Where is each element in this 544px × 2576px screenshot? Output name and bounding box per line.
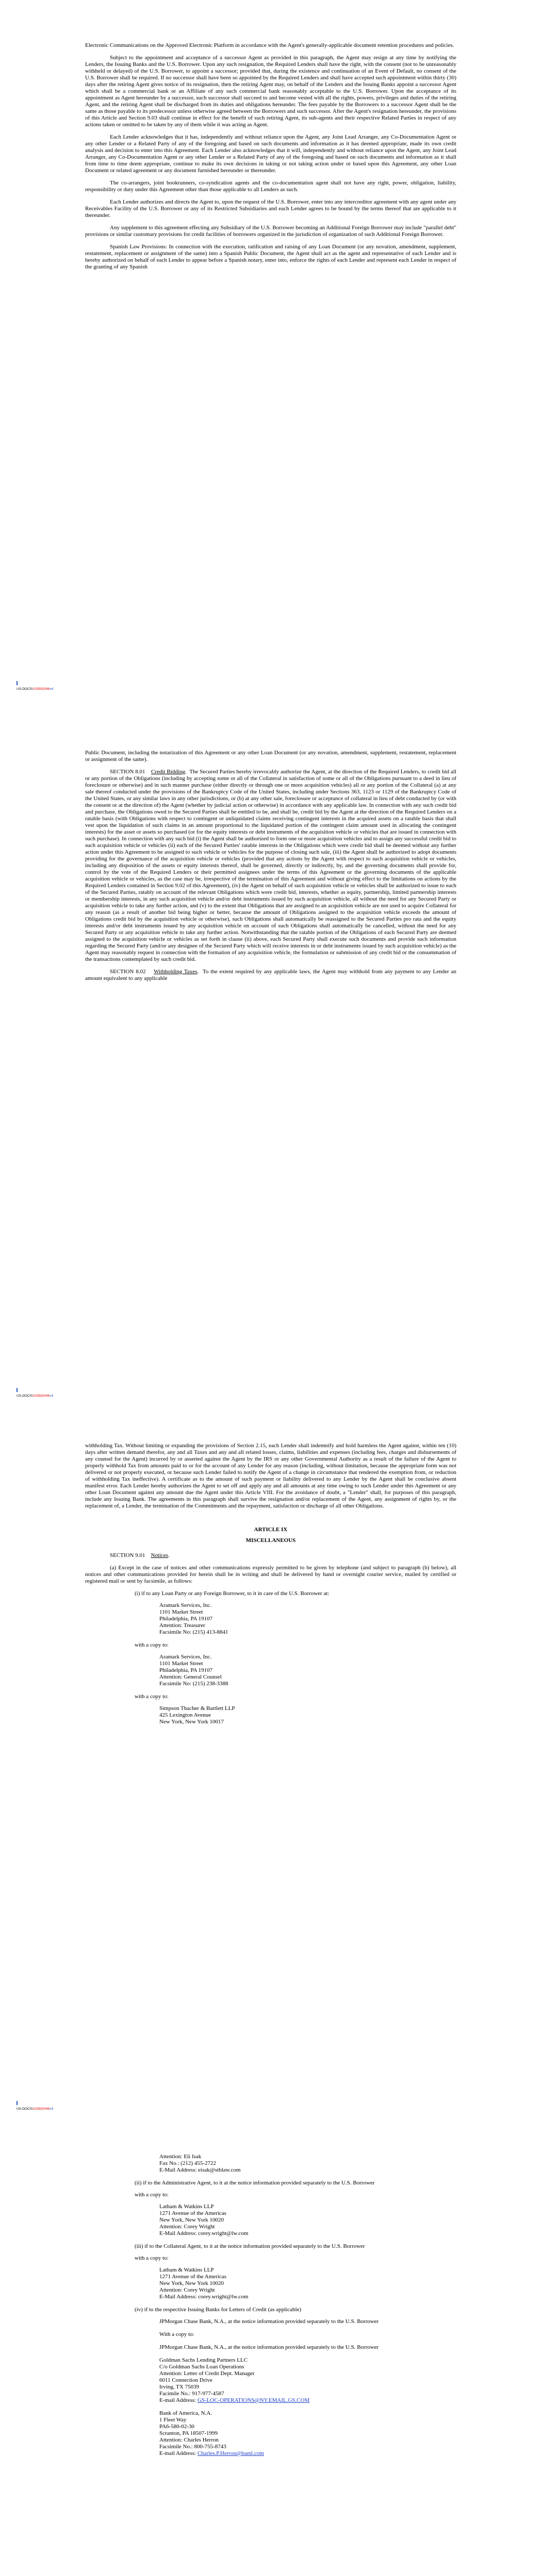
address-line: 1271 Avenue of the Americas bbox=[159, 2210, 226, 2216]
section-body: To the extent required by any applicable laws, the Agent may withhold from any payment to any Lender an amount equivalent to any applicable bbox=[85, 969, 457, 981]
page-2 bbox=[0, 750, 544, 988]
notice-clause-iii: (iii) if to the Collateral Agent, to it at the notice information provided separately to the U.S. Borrower bbox=[135, 2243, 365, 2249]
email-line bbox=[159, 2450, 456, 2457]
article-number: ARTICLE IX bbox=[254, 1527, 288, 1533]
footer-version: v4 bbox=[50, 1394, 54, 1398]
paragraph: Each Lender authorizes and directs the Agent to, upon the request of the U.S. Borrower, enter into any intercreditor agreement with any agent under any Receivables Facility of the U.S. Borrower or any of its Restricted Subsidiaries and each Lender agrees to be bound by the terms thereof that are applicable to it thereunder. bbox=[85, 199, 456, 218]
address-line: Facsimile No: (215) 238-3388 bbox=[159, 1681, 228, 1687]
footer-prefix: US-DOCS\ bbox=[17, 687, 33, 691]
section-number: SECTION 8.02 bbox=[110, 969, 146, 975]
address-line: Scranton, PA 18507-1999 bbox=[159, 2430, 218, 2436]
section-title: Credit Bidding bbox=[151, 769, 185, 775]
address-line: 6011 Connection Drive bbox=[159, 2377, 212, 2383]
page-3 bbox=[0, 1443, 544, 1732]
paragraph: Electronic Communications on the Approved Electronic Platform in accordance with the Agent's generally-applicable document retention procedures and policies. bbox=[85, 42, 454, 48]
footer-doc-number: 103592046 bbox=[32, 1394, 50, 1398]
address-line: Attention: Corey Wright bbox=[159, 2287, 215, 2293]
address-line: 1 Fleet Way bbox=[159, 2417, 187, 2423]
address-block-latham-1 bbox=[159, 2204, 456, 2237]
footer-doc-number: 103592046 bbox=[32, 687, 50, 691]
paragraph: withholding Tax. Without limiting or expanding the provisions of Section 2.15, each Lender shall indemnify and hold harmless the Agent against, within ten (10) days after written demand therefor, any and all Taxes and any and all related losses, claims, liabilities and expenses (including fees, charges and disbursements of any counsel for the Agent) incurred by or asserted against the Agent by the IRS or any other Governmental Authority as a result of the failure of the Agent to properly withhold Tax from amounts paid to or for the account of any Lender for any reason (including, without limitation, because the appropriate form was not delivered or not properly executed, or because such Lender failed to notify the Agent of a change in circumstance that rendered the exemption from, or reduction of withholding Tax ineffective). A certificate as to the amount of such payment or liability delivered to any Lender by the Agent shall be conclusive absent manifest error. Each Lender hereby authorizes the Agent to set off and apply any and all amounts at any time owing to such Lender under this Agreement or any other Loan Document against any amount due the Agent under this Article VIII. For the avoidance of doubt, a "Lender" shall, for purposes of this paragraph, include any Issuing Bank. The agreements in this paragraph shall survive the resignation and/or replacement of the Agent, any assignment of rights by, or the replacement of, a Lender, the termination of the Commitments and the repayment, satisfaction or discharge of all other Obligations. bbox=[85, 1443, 456, 1509]
address-line: 1101 Market Street bbox=[159, 1609, 203, 1615]
address-block-jpm-1: JPMorgan Chase Bank, N.A., at the notice information provided separately to the U.S. Borrower bbox=[159, 2318, 379, 2325]
section-title: Notices bbox=[151, 1552, 169, 1558]
paragraph: The co-arrangers, joint bookrunners, co-syndication agents and the co-documentation agent shall not have any right, power, obligation, liability, responsibility or duty under this Agreement other than those applicable to all Lenders as such. bbox=[85, 180, 456, 193]
notice-clause-iv: (iv) if to the respective Issuing Banks for Letters of Credit (as applicable) bbox=[135, 2307, 302, 2313]
address-line: PA6-580-02-30 bbox=[159, 2424, 195, 2430]
address-line: New York, New York 10020 bbox=[159, 2280, 224, 2286]
article-title: MISCELLANEOUS bbox=[245, 1537, 296, 1544]
section-title: Withholding Taxes bbox=[154, 969, 197, 975]
address-block-latham-2 bbox=[159, 2267, 456, 2300]
address-line: Simpson Thacher & Bartlett LLP bbox=[159, 1705, 235, 1711]
address-line: Facsimile No.: 800-755-8743 bbox=[159, 2444, 226, 2450]
paragraph: Spanish Law Provisions: In connection with the execution, ratification and raising of any Loan Document (or any novation, amendment, supplement, restatement, replacement or assignment of the same) into a Spanish Public Document, the Agent shall act as the agent and representative of each Lender and is hereby authorized on behalf of each Lender to appear before a Spanish notary, enter into, enforce the rights of each Lender and represent each Lender in respect of the granting of any Spanish bbox=[85, 244, 456, 270]
change-bar bbox=[17, 2101, 18, 2105]
address-block-simpson-contact bbox=[159, 2154, 456, 2174]
address-line: Attention: Corey Wright bbox=[159, 2224, 215, 2230]
page-footer bbox=[17, 1394, 53, 1398]
address-line: Fax No.: (212) 455-2722 bbox=[159, 2160, 216, 2166]
section-9-01-a: (a) Except in the case of notices and other communications expressly permitted to be given by telephone (and subject to paragraph (b) below), all notices and other communications provided for herein shall be in writing and shall be delivered by hand or overnight courier service, mailed by certified or registered mail or sent by facsimile, as follows: bbox=[85, 1565, 456, 1584]
address-line: New York, New York 10020 bbox=[159, 2217, 224, 2223]
address-line: Attention: General Counsel bbox=[159, 1674, 222, 1680]
with-copy-label: with a copy to: bbox=[135, 1642, 169, 1648]
section-number: SECTION 9.01 bbox=[110, 1552, 145, 1558]
page-4 bbox=[0, 2154, 544, 2463]
paragraph: Any supplement to this agreement effecting any Subsidiary of the U.S. Borrower becoming an Additional Foreign Borrower may include "parallel debt" provisions or similar customary provisions for credit facilities of borrowers organized in the jurisdiction of organization of such Additional Foreign Borrower. bbox=[85, 225, 456, 238]
section-number: SECTION 8.01 bbox=[110, 769, 145, 775]
address-block-aramark-counsel bbox=[159, 1654, 456, 1687]
address-line: Aramark Services, Inc. bbox=[159, 1654, 212, 1660]
address-line: E-Mail Address: eisak@stblaw.com bbox=[159, 2167, 241, 2173]
address-line: Facimile No.: 917-977-4587 bbox=[159, 2391, 224, 2397]
address-line: Bank of America, N.A. bbox=[159, 2410, 212, 2416]
footer-version: v4 bbox=[50, 687, 54, 691]
address-line: Facsimile No: (215) 413-8841 bbox=[159, 1629, 228, 1635]
address-line: Irving, TX 75039 bbox=[159, 2384, 200, 2390]
address-line: 425 Lexington Avenue bbox=[159, 1712, 211, 1718]
address-block-jpm-2: JPMorgan Chase Bank, N.A., at the notice information provided separately to the U.S. Borrower bbox=[159, 2344, 379, 2350]
page-1 bbox=[0, 42, 544, 276]
email-label: E-mail Address: bbox=[159, 2450, 197, 2456]
address-block-bank-of-america bbox=[159, 2410, 456, 2457]
address-line: Aramark Services, Inc. bbox=[159, 1602, 212, 1608]
page-footer bbox=[17, 687, 53, 691]
footer-doc-number: 103592046 bbox=[32, 2107, 50, 2111]
change-bar bbox=[17, 681, 18, 685]
with-copy-label: with a copy to: bbox=[135, 2255, 169, 2261]
section-body: The Secured Parties hereby irrevocably authorize the Agent, at the direction of the Required Lenders, to credit bid all or any portion of the Obligations (including by accepting some or all of the Collateral in satisfaction of some or all of the Obligations pursuant to a deed in lieu of foreclosure or otherwise) and in such manner purchase (either directly or through one or more acquisition vehicles) all or any portion of the Collateral (a) at any sale thereof conducted under the provisions of the Bankruptcy Code of the United States, including under Sections 363, 1123 or 1129 of the Bankruptcy Code of the United States, or any similar laws in any other jurisdictions, or (b) at any other sale, foreclosure or acceptance of collateral in lieu of debt conducted by (or with the consent or at the direction of) the Agent (whether by judicial action or otherwise) in accordance with any applicable law. In connection with any such credit bid and purchase, the Obligations owed to the Secured Parties shall be entitled to be, and shall be, credit bid by the Agent at the direction of the Required Lenders on a ratable basis (with Obligations with respect to contingent or unliquidated claims receiving contingent interests in the acquired assets on a ratable basis that shall vest upon the liquidation of such claims in an amount proportional to the liquidated portion of the contingent claim amount used in allocating the contingent interests) for the asset or assets so purchased (or for the equity interests or debt instruments of the acquisition vehicle or vehicles that are issued in connection with such purchase). In connection with any such bid (i) the Agent shall be authorized to form one or more acquisition vehicles and to assign any successful credit bid to such acquisition vehicle or vehicles (ii) each of the Secured Parties' ratable interests in the Obligations which were credit bid shall be deemed without any further action under this Agreement to be assigned to such vehicle or vehicles for the purpose of closing such sale, (iii) the Agent shall be authorized to adopt documents providing for the governance of the acquisition vehicle or vehicles (provided that any actions by the Agent with respect to such acquisition vehicle or vehicles, including any disposition of the assets or equity interests thereof, shall be governed, directly or indirectly, by, and the governing documents shall provide for, control by the vote of the Required Lenders or their permitted assignees under the terms of this Agreement or the governing documents of the applicable acquisition vehicle or vehicles, as the case may be, irrespective of the termination of this Agreement and without giving effect to the limitations on actions by the Required Lenders contained in Section 9.02 of this Agreement), (iv) the Agent on behalf of such acquisition vehicle or vehicles shall be authorized to issue to each of the Secured Parties, ratably on account of the relevant Obligations which were credit bid, interests, whether as equity, partnership, limited partnership interests or membership interests, in any such acquisition vehicle and/or debt instruments issued by such acquisition vehicle, all without the need for any Secured Party or acquisition vehicle to take any further action, and (v) to the extent that Obligations that are assigned to an acquisition vehicle are not used to acquire Collateral for any reason (as a result of another bid being higher or better, because the amount of Obligations assigned to the acquisition vehicle exceeds the amount of Obligations credit bid by the acquisition vehicle or otherwise), such Obligations shall automatically be reassigned to the Secured Parties pro rata and the equity interests and/or debt instruments issued by any acquisition vehicle on account of such Obligations shall automatically be cancelled, without the need for any Secured Party or any acquisition vehicle to take any further action. Notwithstanding that the ratable portion of the Obligations of each Secured Party are deemed assigned to the acquisition vehicle or vehicles as set forth in clause (ii) above, each Secured Party shall execute such documents and provide such information regarding the Secured Party (and/or any designee of the Secured Party which will receive interests in or debt instruments issued by such acquisition vehicle) as the Agent may reasonably request in connection with the formation of any acquisition vehicle, the formulation or submission of any credit bid or the consummation of the transactions contemplated by such credit bid. bbox=[85, 769, 457, 962]
address-line: 1101 Market Street bbox=[159, 1660, 203, 1667]
notice-clause-ii: (ii) if to the Administrative Agent, to it at the notice information provided separately to the U.S. Borrower bbox=[135, 2180, 375, 2186]
boa-email-link[interactable]: Charles.P.Herron@baml.com bbox=[197, 2450, 264, 2456]
address-line: Attention: Treasurer bbox=[159, 1622, 205, 1629]
address-line: Attention: Eli Isak bbox=[159, 2154, 202, 2160]
address-line: Goldman Sachs Lending Partners LLC bbox=[159, 2357, 248, 2363]
address-line: Attention: Letter of Credit Dept. Manager bbox=[159, 2370, 255, 2377]
address-block-simpson-thacher bbox=[159, 1705, 456, 1725]
address-line: Philadelphia, PA 19107 bbox=[159, 1616, 213, 1622]
email-line bbox=[159, 2397, 456, 2404]
goldman-email-link[interactable]: GS-LOC-OPERATIONS@NY.EMAIL.GS.COM bbox=[197, 2397, 310, 2403]
notice-clause-i: (i) if to any Loan Party or any Foreign Borrower, to it in care of the U.S. Borrower at: bbox=[135, 1590, 329, 1597]
with-copy-label: with a copy to: bbox=[135, 1693, 169, 1700]
footer-prefix: US-DOCS\ bbox=[17, 1394, 33, 1398]
address-line: Latham & Watkins LLP bbox=[159, 2204, 214, 2210]
paragraph: Public Document, including the notarization of this Agreement or any other Loan Document (or any novation, amendment, supplement, restatement, replacement or assignment of the same). bbox=[85, 750, 456, 762]
change-bar bbox=[17, 1388, 18, 1392]
footer-prefix: US-DOCS\ bbox=[17, 2107, 33, 2111]
with-copy-label: with a copy to: bbox=[135, 2192, 169, 2198]
paragraph: Subject to the appointment and acceptance of a successor Agent as provided in this paragraph, the Agent may resign at any time by notifying the Lenders, the Issuing Banks and the U.S. Borrower. Upon any such resignation, the Required Lenders shall have the right, with the consent (not to be unreasonably withheld or delayed) of the U.S. Borrower, to appoint a successor; provided that, during the existence and continuation of an Event of Default, no consent of the U.S. Borrower shall be required. If no successor shall have been so appointed by the Required Lenders and shall have accepted such appointment within thirty (30) days after the retiring Agent gives notice of its resignation, then the retiring Agent may, on behalf of the Lenders and the Issuing Banks appoint a successor Agent which shall be a commercial bank or an Affiliate of any such commercial bank reasonably acceptable to the U.S. Borrower. Upon the acceptance of its appointment as Agent hereunder by a successor, such successor shall succeed to and become vested with all the rights, powers, privileges and duties of the retiring Agent, and the retiring Agent shall be discharged from its duties and obligations hereunder. The fees payable by the Borrowers to a successor Agent shall be the same as those payable to its predecessor unless otherwise agreed between the Borrowers and such successor. After the Agent's resignation hereunder, the provisions of this Article and Section 9.03 shall continue in effect for the benefit of such retiring Agent, its sub-agents and their respective Related Parties in respect of any actions taken or omitted to be taken by any of them while it was acting as Agent. bbox=[85, 55, 457, 128]
paragraph: Each Lender acknowledges that it has, independently and without reliance upon the Agent, any Joint Lead Arranger, any Co-Documentation Agent or any other Lender or a Related Party of any of the foregoing and based on such documents and information as it has deemed appropriate, made its own credit analysis and decision to enter into this Agreement. Each Lender also acknowledges that it will, independently and without reliance upon the Agent, any Joint Lead Arranger, any Co-Documentation Agent or any other Lender or a Related Party of any of the foregoing and based on such documents and information as it shall from time to time deem appropriate, continue to make its own decisions in taking or not taking action under or based upon this Agreement, any other Loan Document or related agreement or any document furnished hereunder or thereunder. bbox=[85, 134, 456, 174]
address-line: C/o Goldman Sachs Loan Operations bbox=[159, 2364, 244, 2370]
address-line: E-Mail Address: corey.wright@lw.com bbox=[159, 2294, 249, 2300]
section-8-01: SECTION 8.01 Credit Bidding. The Secured Parties hereby irrevocably authorize the Agent, at the direction of the Required Lenders, to credit bid all or any portion of the Obligations (including by accepting some or all of the Collateral in satisfaction of some or all of the Obligations pursuant to a deed in lieu of foreclosure or otherwise) and in such manner purchase (either directly or through one or more acquisition vehicles) all or any portion of the Collateral (a) at any sale thereof conducted under the provisions of the Bankruptcy Code of the United States, including under Sections 363, 1123 or 1129 of the Bankruptcy Code of the United States, or any similar laws in any other jurisdictions, or (b) at any other sale, foreclosure or acceptance of collateral in lieu of debt conducted by (or with the consent or at the direction of) the Agent (whether by judicial action or otherwise) in accordance with any applicable law. In connection with any such credit bid and purchase, the Obligations owed to the Secured Parties shall be entitled to be, and shall be, credit bid by the Agent at the direction of the Required Lenders on a ratable basis (with Obligations with respect to contingent or unliquidated claims receiving contingent interests in the acquired assets on a ratable basis that shall vest upon the liquidation of such claims in an amount proportional to the liquidated portion of the contingent claim amount used in allocating the contingent interests) for the asset or assets so purchased (or for the equity interests or debt instruments of the acquisition vehicle or vehicles that are issued in connection with such purchase). In connection with any such bid (i) the Agent shall be authorized to form one or more acquisition vehicles and to assign any successful credit bid to such acquisition vehicle or vehicles (ii) each of the Secured Parties' ratable interests in the Obligations which were credit bid shall be deemed without any further action under this Agreement to be assigned to such vehicle or vehicles for the purpose of closing such sale, (iii) the Agent shall be authorized to adopt documents providing for the governance of the acquisition vehicle or vehicles (provided that any actions by the Agent with respect to such acquisition vehicle or vehicles, including any disposition of the assets or equity interests thereof, shall be governed, directly or indirectly, by, and the governing documents shall provide for, control by the vote of the Required Lenders or their permitted assignees under the terms of this Agreement or the governing documents of the applicable acquisition vehicle or vehicles, as the case may be, irrespective of the termination of this Agreement and without giving effect to the limitations on actions by the Required Lenders contained in Section 9.02 of this Agreement), (iv) the Agent on behalf of such acquisition vehicle or vehicles shall be authorized to issue to each of the Secured Parties, ratably on account of the relevant Obligations which were credit bid, interests, whether as equity, partnership, limited partnership interests or membership interests, in any such acquisition vehicle and/or debt instruments issued by such acquisition vehicle, all without the need for any Secured Party or acquisition vehicle to take any further action, and (v) to the extent that Obligations that are assigned to an acquisition vehicle are not used to acquire Collateral for any reason (as a result of another bid being higher or better, because the amount of Obligations assigned to the acquisition vehicle exceeds the amount of Obligations credit bid by the acquisition vehicle or otherwise), such Obligations shall automatically be reassigned to the Secured Parties pro rata and the equity interests and/or debt instruments issued by any acquisition vehicle on account of such Obligations shall automatically be cancelled, without the need for any Secured Party or any acquisition vehicle to take any further action. Notwithstanding that the ratable portion of the Obligations of each Secured Party are deemed assigned to the acquisition vehicle or vehicles as set forth in clause (ii) above, each Secured Party shall execute such documents and provide such information regarding the Secured Party (and/or any designee of the Secured Party which will receive interests in or debt instruments issued by such acquisition vehicle) as the Agent may reasonably request in connection with the formation of any acquisition vehicle, the formulation or submission of any credit bid or the consummation of the transactions contemplated by such credit bid. bbox=[85, 769, 457, 962]
with-copy-label: With a copy to: bbox=[159, 2331, 194, 2337]
section-9-01-heading: SECTION 9.01 Notices. bbox=[110, 1552, 170, 1558]
address-line: Latham & Watkins LLP bbox=[159, 2267, 214, 2273]
address-line: New York, New York 10017 bbox=[159, 1719, 224, 1725]
address-line: Philadelphia, PA 19107 bbox=[159, 1667, 213, 1673]
address-line: Attention: Charles Herron bbox=[159, 2437, 219, 2443]
email-label: E-mail Address: bbox=[159, 2397, 197, 2403]
address-block-goldman bbox=[159, 2357, 456, 2404]
footer-version: v4 bbox=[50, 2107, 54, 2111]
address-line: 1271 Avenue of the Americas bbox=[159, 2274, 226, 2280]
section-8-02: SECTION 8.02 Withholding Taxes. To the extent required by any applicable laws, the Agent may withhold from any payment to any Lender an amount equivalent to any applicable bbox=[85, 969, 457, 981]
page-footer bbox=[17, 2107, 53, 2111]
address-line: E-Mail Address: corey.wright@lw.com bbox=[159, 2230, 249, 2236]
address-block-aramark-treasurer bbox=[159, 1602, 456, 1636]
